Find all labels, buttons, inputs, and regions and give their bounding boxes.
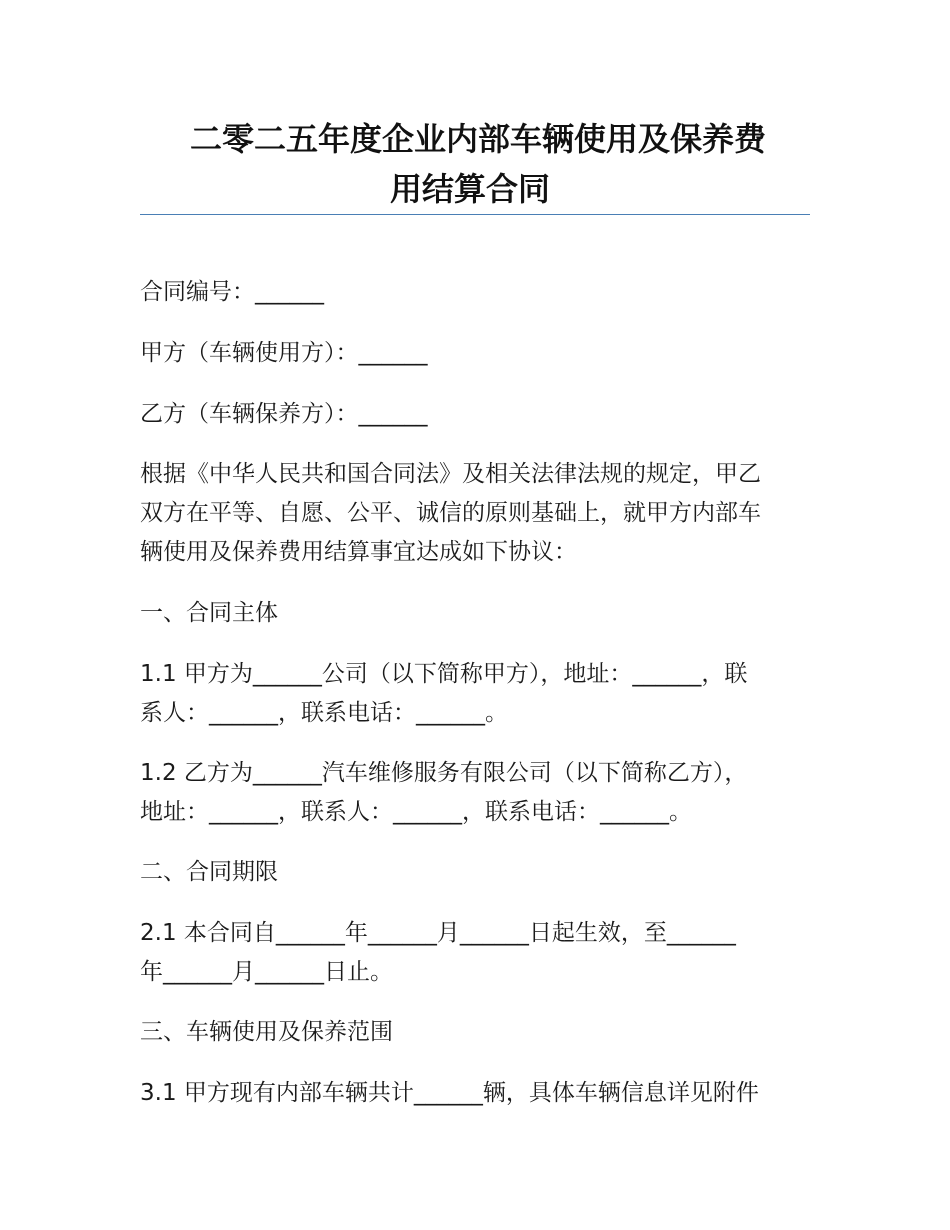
clause-1-2-line-2: 地址：______，联系人：______，联系电话：______。 (140, 799, 692, 825)
clause-2-1-line-1: 2.1 本合同自______年______月______日起生效，至______ (140, 920, 736, 946)
party-b-field: 乙方（车辆保养方）：______ (140, 401, 428, 427)
clause-1-1-line-2: 系人：______，联系电话：______。 (140, 700, 508, 726)
clause-2-1-line-2: 年______月______日止。 (140, 959, 393, 985)
preamble-line-3: 辆使用及保养费用结算事宜达成如下协议： (140, 539, 577, 565)
clause-3-1-line-1: 3.1 甲方现有内部车辆共计______辆，具体车辆信息详见附件 (140, 1080, 759, 1106)
preamble-line-1: 根据《中华人民共和国合同法》及相关法律法规的规定，甲乙 (140, 461, 761, 487)
party-a-field: 甲方（车辆使用方）：______ (140, 340, 428, 366)
preamble-line-2: 双方在平等、自愿、公平、诚信的原则基础上，就甲方内部车 (140, 500, 761, 526)
title-divider (140, 214, 810, 215)
section-3-heading: 三、车辆使用及保养范围 (140, 1019, 393, 1045)
section-2-heading: 二、合同期限 (140, 859, 278, 885)
section-1-heading: 一、合同主体 (140, 600, 278, 626)
clause-1-2-line-1: 1.2 乙方为______汽车维修服务有限公司（以下简称乙方）， (140, 760, 748, 786)
document-title-line-1: 二零二五年度企业内部车辆使用及保养费 (190, 120, 767, 158)
contract-number-field: 合同编号：______ (140, 279, 324, 305)
document-title-line-2: 用结算合同 (390, 170, 551, 208)
clause-1-1-line-1: 1.1 甲方为______公司（以下简称甲方），地址：______，联 (140, 661, 748, 687)
